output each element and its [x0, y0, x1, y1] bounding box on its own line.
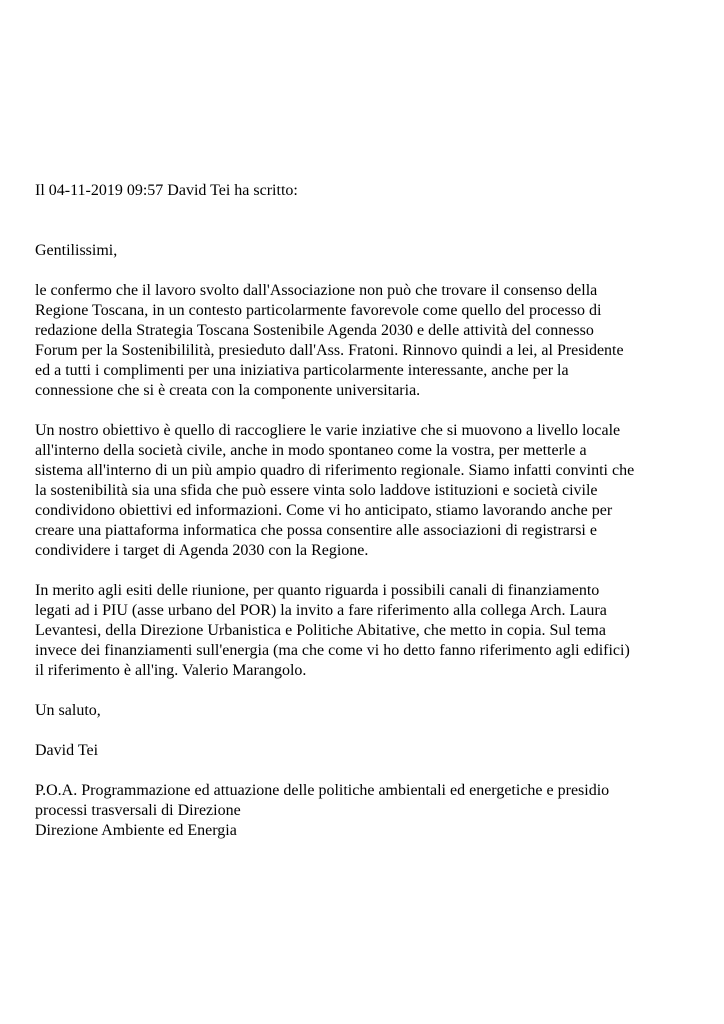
paragraph-line: Un nostro obiettivo è quello di raccogliere le varie inziative che si muovono a livello locale: [35, 422, 621, 439]
paragraph-line: le confermo che il lavoro svolto dall'Associazione non può che trovare il consenso della: [35, 282, 598, 299]
greeting: [35, 241, 705, 261]
paragraph-line: la sostenibilità sia una sfida che può essere vinta solo laddove istituzioni e società civile: [35, 482, 598, 499]
paragraph-line: Forum per la Sostenibililità, presieduto dall'Ass. Fratoni. Rinnovo quindi a lei, al Presidente: [35, 342, 624, 359]
paragraph-2: [35, 421, 705, 561]
paragraph-3: [35, 581, 705, 681]
paragraph-line: redazione della Strategia Toscana Sostenibile Agenda 2030 e delle attività del connesso: [35, 322, 594, 339]
email-header-text: Il 04-11-2019 09:57 David Tei ha scritto:: [35, 182, 298, 199]
paragraph-line: Regione Toscana, in un contesto particolarmente favorevole come quello del processo di: [35, 302, 602, 319]
signature-name: [35, 741, 705, 761]
greeting-text: Gentilissimi,: [35, 242, 118, 259]
paragraph-line: condividere i target di Agenda 2030 con la Regione.: [35, 542, 369, 559]
paragraph-line: creare una piattaforma informatica che possa consentire alle associazioni di registrarsi e: [35, 522, 597, 539]
signature-title-line: P.O.A. Programmazione ed attuazione delle politiche ambientali ed energetiche e presidio: [35, 782, 610, 799]
paragraph-line: ed a tutti i complimenti per una iniziativa particolarmente interessante, anche per la: [35, 362, 569, 379]
paragraph-line: Levantesi, della Direzione Urbanistica e Politiche Abitative, che metto in copia. Sul tema: [35, 622, 606, 639]
paragraph-line: il riferimento è all'ing. Valerio Marangolo.: [35, 662, 307, 679]
closing: [35, 701, 705, 721]
signature-title-line: processi trasversali di Direzione: [35, 802, 241, 819]
paragraph-line: connessione che si è creata con la componente universitaria.: [35, 382, 421, 399]
paragraph-line: In merito agli esiti delle riunione, per quanto riguarda i possibili canali di finanziamento: [35, 582, 600, 599]
signature-name-text: David Tei: [35, 742, 99, 759]
signature-title-line: Direzione Ambiente ed Energia: [35, 822, 237, 839]
closing-text: Un saluto,: [35, 702, 101, 719]
signature-title: [35, 781, 705, 841]
paragraph-1: [35, 281, 705, 401]
paragraph-line: legati ad i PIU (asse urbano del POR) la invito a fare riferimento alla collega Arch. Laura: [35, 602, 607, 619]
paragraph-line: sistema all'interno di un più ampio quadro di riferimento regionale. Siamo infatti convinti che: [35, 462, 635, 479]
email-header: [35, 181, 705, 201]
paragraph-line: invece dei finanziamenti sull'energia (ma che come vi ho detto fanno riferimento agli edifici): [35, 642, 630, 659]
paragraph-line: all'interno della società civile, anche in modo spontaneo come la vostra, per metterle a: [35, 442, 587, 459]
paragraph-line: condividono obiettivi ed informazioni. Come vi ho anticipato, stiamo lavorando anche per: [35, 502, 613, 519]
